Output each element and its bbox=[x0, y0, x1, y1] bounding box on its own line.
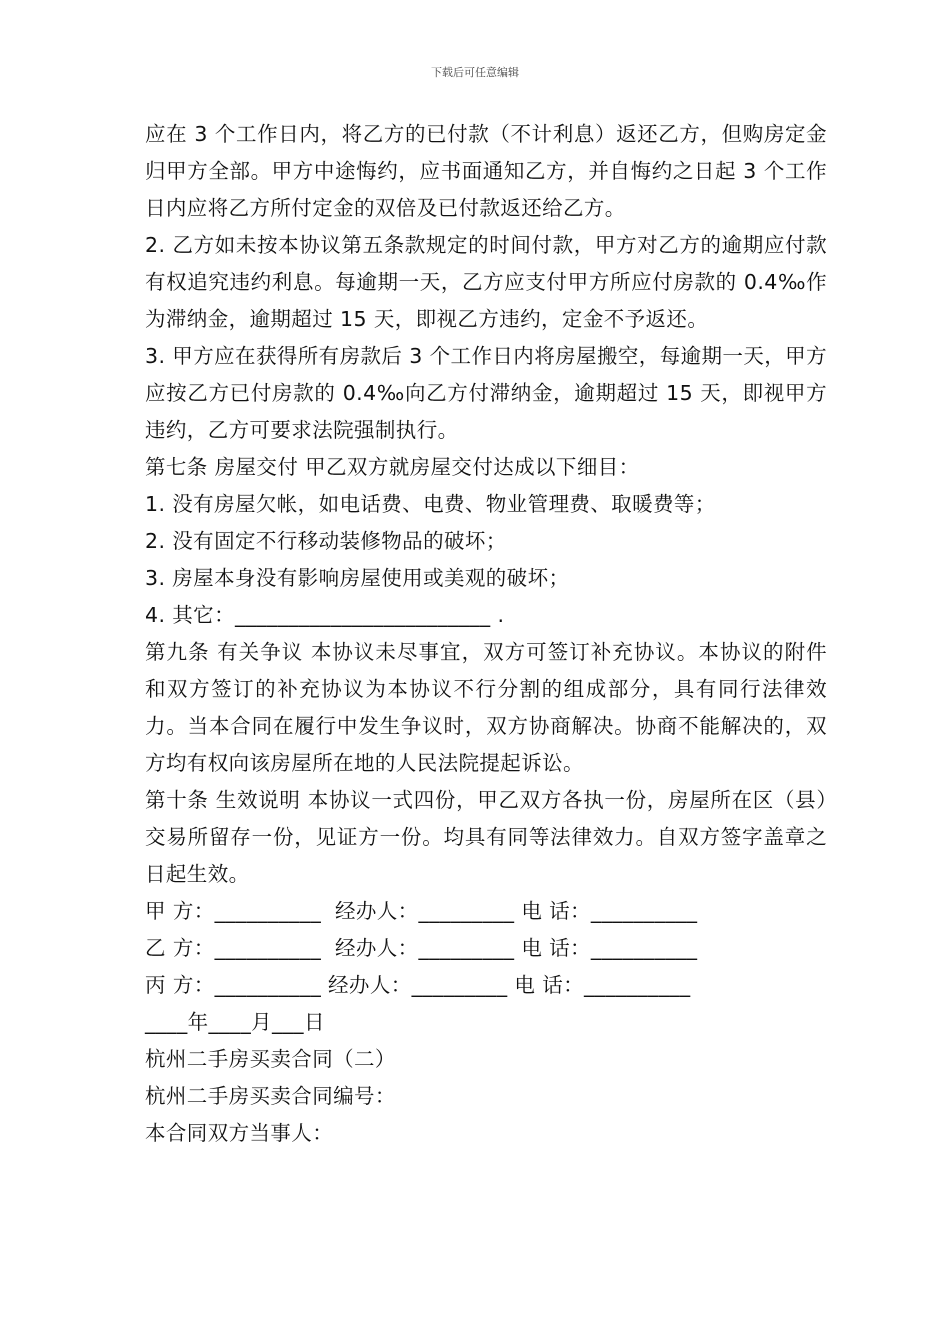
contract-2-title: 杭州二手房买卖合同（二） bbox=[145, 1047, 396, 1071]
article-7-heading: 第七条 房屋交付 甲乙双方就房屋交付达成以下细目： bbox=[145, 455, 640, 479]
paragraph-seller-vacate: 3. 甲方应在获得所有房款后 3 个工作日内将房屋搬空，每逾期一天，甲方应按乙方已付房款的 0.4‰向乙方付滞纳金，逾期超过 15 天，即视甲方违约，乙方可要求法院强制执行。 bbox=[145, 344, 827, 442]
signature-date-line: ____年____月___日 bbox=[145, 1010, 325, 1034]
delivery-item-3: 3. 房屋本身没有影响房屋使用或美观的破坏； bbox=[145, 566, 570, 590]
document-body bbox=[145, 116, 827, 1152]
signature-line-party-b: 乙 方：__________ 经办人：_________ 电 话：__________ bbox=[145, 936, 698, 960]
contract-parties-label: 本合同双方当事人： bbox=[145, 1121, 334, 1145]
signature-line-party-c: 丙 方：__________ 经办人：_________ 电 话：__________ bbox=[145, 973, 691, 997]
delivery-item-1: 1. 没有房屋欠帐，如电话费、电费、物业管理费、取暖费等； bbox=[145, 492, 716, 516]
paragraph-buyer-late-payment: 2. 乙方如未按本协议第五条款规定的时间付款，甲方对乙方的逾期应付款有权追究违约利息。每逾期一天，乙方应支付甲方所应付房款的 0.4‰作为滞纳金，逾期超过 15 天，即视乙方违约，定金不予返还。 bbox=[145, 233, 827, 331]
page-header: 下载后可任意编辑 bbox=[431, 66, 519, 79]
paragraph-refund-clause: 应在 3 个工作日内，将乙方的已付款（不计利息）返还乙方，但购房定金归甲方全部。甲方中途悔约，应书面通知乙方，并自悔约之日起 3 个工作日内应将乙方所付定金的双倍及已付款返还给乙方。 bbox=[145, 122, 827, 220]
delivery-item-2: 2. 没有固定不行移动装修物品的破坏； bbox=[145, 529, 507, 553]
signature-line-party-a: 甲 方：__________ 经办人：_________ 电 话：__________ bbox=[145, 899, 698, 923]
contract-number-label: 杭州二手房买卖合同编号： bbox=[145, 1084, 396, 1108]
delivery-item-4: 4. 其它：________________________ . bbox=[145, 603, 505, 627]
article-10-effectiveness: 第十条 生效说明 本协议一式四份，甲乙双方各执一份，房屋所在区（县）交易所留存一份，见证方一份。均具有同等法律效力。自双方签字盖章之日起生效。 bbox=[145, 788, 827, 886]
article-9-disputes: 第九条 有关争议 本协议未尽事宜，双方可签订补充协议。本协议的附件和双方签订的补充协议为本协议不行分割的组成部分，具有同行法律效力。当本合同在履行中发生争议时，双方协商解决。协商不能解决的，双方均有权向该房屋所在地的人民法院提起诉讼。 bbox=[145, 640, 827, 775]
